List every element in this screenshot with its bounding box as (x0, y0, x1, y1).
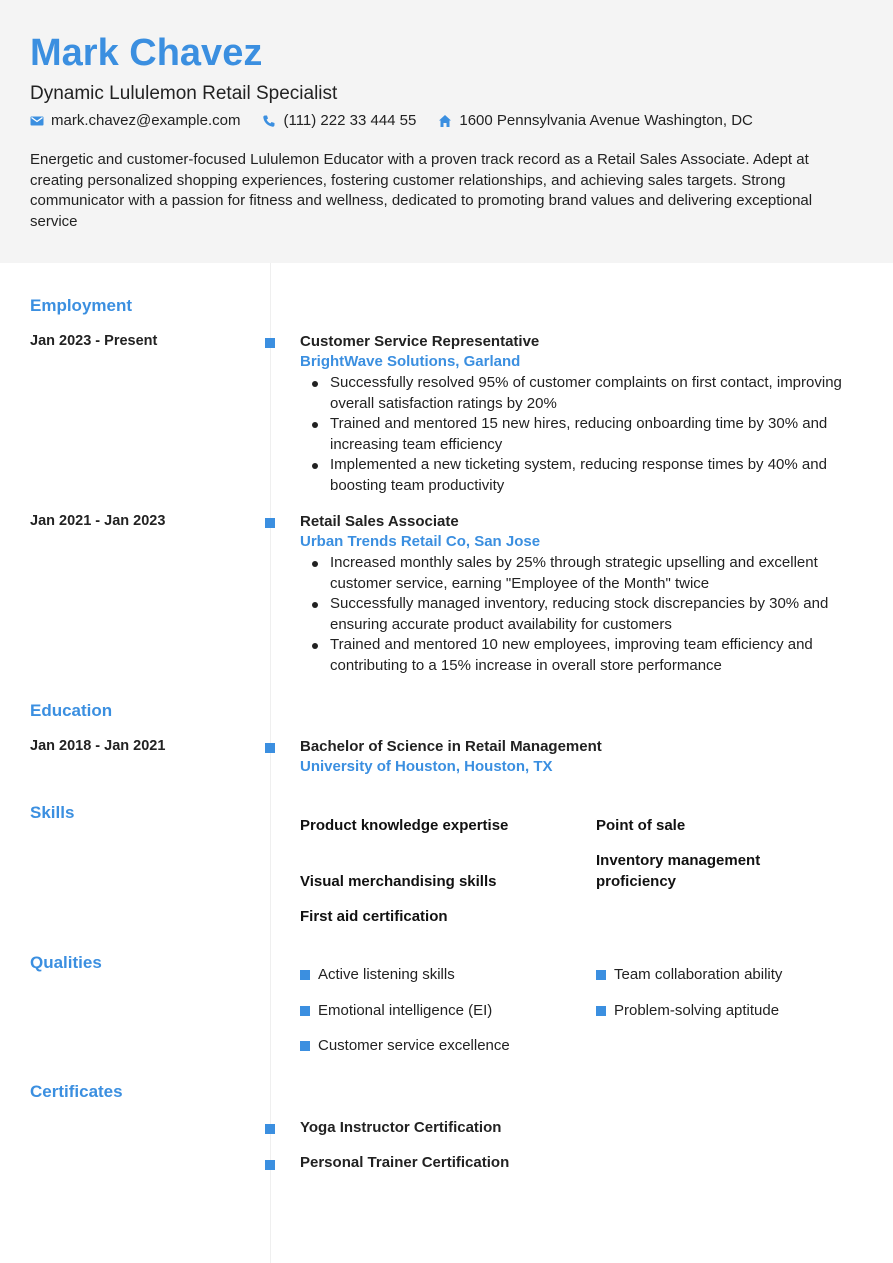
quality-item (300, 1037, 510, 1054)
quality-item (300, 1002, 492, 1019)
section-title-certificates: Certificates (30, 1082, 123, 1101)
job-company: BrightWave Solutions, Garland (300, 353, 521, 370)
job-dates: Jan 2021 - Jan 2023 (30, 513, 166, 529)
education-dates: Jan 2018 - Jan 2021 (30, 738, 166, 754)
quality-label: Active listening skills (318, 966, 455, 983)
mail-icon (30, 114, 44, 128)
timeline-marker (265, 338, 275, 348)
email-text: mark.chavez@example.com (51, 112, 241, 129)
contact-address (438, 112, 753, 129)
quality-label: Problem-solving aptitude (614, 1002, 780, 1019)
profile-summary: Energetic and customer-focused Lululemon Educator with a proven track record as a Retail Sales Associate. Adept at creating personalized shopping experiences, fostering customer relationships, and achieving sales targets. Strong communicator with a passion for fitness and wellness, dedicated to promoting brand values and delivering exceptional service (30, 151, 813, 230)
timeline-marker (265, 1124, 275, 1134)
contact-row (30, 112, 775, 129)
certificate-item: Personal Trainer Certification (300, 1154, 510, 1171)
achievement-item: Trained and mentored 15 new hires, reducing onboarding time by 30% and increasing team efficiency (300, 414, 860, 455)
achievement-item: Successfully resolved 95% of customer complaints on first contact, improving overall satisfaction ratings by 20% (300, 373, 860, 414)
contact-phone[interactable] (262, 112, 416, 129)
quality-label: Emotional intelligence (EI) (318, 1002, 493, 1019)
timeline-marker (265, 1160, 275, 1170)
phone-icon (262, 114, 276, 128)
job-achievements (300, 553, 860, 677)
job-company: Urban Trends Retail Co, San Jose (300, 533, 541, 550)
quality-item (300, 966, 455, 983)
section-title-employment: Employment (30, 296, 133, 315)
square-bullet-icon (300, 970, 310, 980)
quality-item (596, 1002, 779, 1019)
job-achievements (300, 373, 860, 497)
contact-email[interactable] (30, 112, 240, 129)
timeline-marker (265, 518, 275, 528)
skill-item: Point of sale (596, 817, 686, 834)
square-bullet-icon (596, 1006, 606, 1016)
candidate-headline: Dynamic Lululemon Retail Specialist (30, 83, 338, 104)
section-title-qualities: Qualities (30, 953, 102, 972)
quality-label: Team collaboration ability (614, 966, 783, 983)
job-dates: Jan 2023 - Present (30, 333, 158, 349)
certificate-item: Yoga Instructor Certification (300, 1119, 502, 1136)
square-bullet-icon (596, 970, 606, 980)
skill-item: Product knowledge expertise (300, 817, 509, 834)
education-degree: Bachelor of Science in Retail Management (300, 738, 602, 755)
quality-item (596, 966, 782, 983)
home-icon (438, 114, 452, 128)
achievement-item: Increased monthly sales by 25% through strategic upselling and excellent customer service, earning "Employee of the Month" twice (300, 553, 860, 594)
resume-header (0, 0, 893, 263)
skill-item: First aid certification (300, 908, 448, 925)
achievement-item: Trained and mentored 10 new employees, improving team efficiency and contributing to a 15% increase in overall store performance (300, 635, 860, 676)
square-bullet-icon (300, 1041, 310, 1051)
achievement-item: Implemented a new ticketing system, reducing response times by 40% and boosting team productivity (300, 455, 860, 496)
job-title: Retail Sales Associate (300, 513, 459, 530)
section-title-skills: Skills (30, 803, 75, 822)
timeline-divider (270, 263, 271, 1263)
timeline-marker (265, 743, 275, 753)
achievement-item: Successfully managed inventory, reducing stock discrepancies by 30% and ensuring accurate product availability for customers (300, 594, 860, 635)
skill-item: Inventory management proficiency (596, 852, 761, 890)
job-title: Customer Service Representative (300, 333, 540, 350)
phone-text: (111) 222 33 444 55 (283, 112, 417, 129)
candidate-name: Mark Chavez (30, 32, 263, 74)
square-bullet-icon (300, 1006, 310, 1016)
quality-label: Customer service excellence (318, 1037, 510, 1054)
address-text: 1600 Pennsylvania Avenue Washington, DC (459, 112, 753, 129)
skill-item: Visual merchandising skills (300, 873, 497, 890)
education-school: University of Houston, Houston, TX (300, 758, 553, 775)
section-title-education: Education (30, 701, 113, 720)
